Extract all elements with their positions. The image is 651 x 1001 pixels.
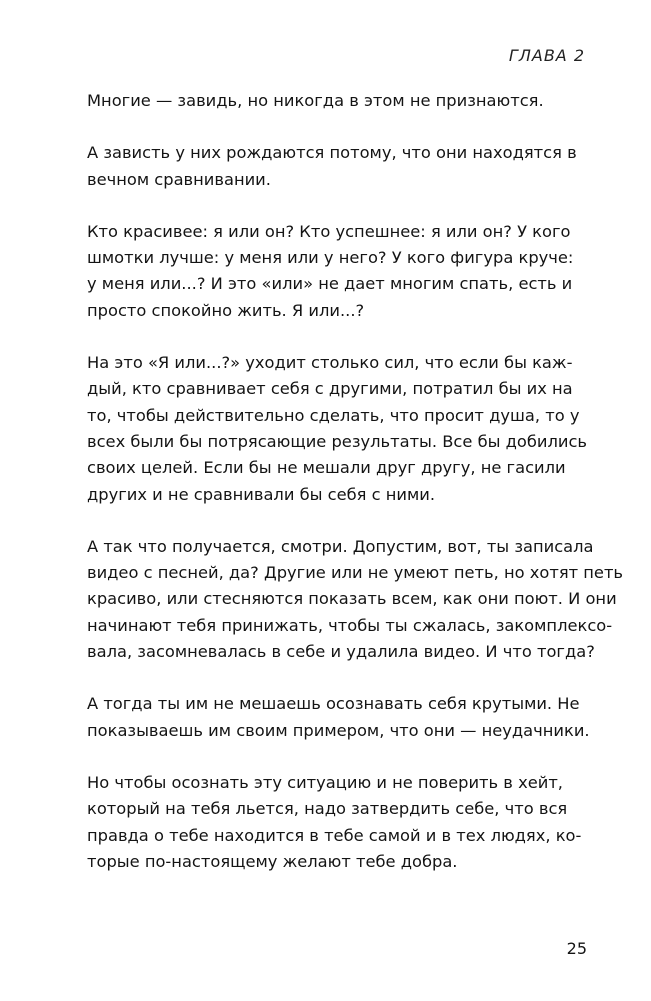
text-line: А тогда ты им не мешаешь осознавать себя крутыми. Не <box>87 694 580 714</box>
paragraph <box>87 88 587 114</box>
text-line: видео с песней, да? Другие или не умеют петь, но хотят петь <box>87 563 624 583</box>
paragraph <box>87 219 587 324</box>
text-line: вечном сравнивании. <box>87 169 271 189</box>
text-line: Многие — завидь, но никогда в этом не признаются. <box>87 91 544 110</box>
page-number: 25 <box>566 939 587 958</box>
text-line: торые по-настоящему желают тебе добра. <box>87 851 458 871</box>
text-line: На это «Я или...?» уходит столько сил, что если бы каж- <box>87 353 573 373</box>
text-line: всех были бы потрясающие результаты. Все бы добились <box>87 431 588 451</box>
text-line: правда о тебе находится в тебе самой и в тех людях, ко- <box>87 825 582 845</box>
text-line: А зависть у них рождаются потому, что они находятся в <box>87 143 577 163</box>
text-line: красиво, или стесняются показать всем, как они поют. И они <box>87 589 617 609</box>
text-line: просто спокойно жить. Я или...? <box>87 300 365 320</box>
text-line: который на тебя льется, надо затвердить себе, что вся <box>87 799 568 819</box>
text-line: начинают тебя принижать, чтобы ты сжалась, закомплексо- <box>87 615 613 635</box>
text-line: других и не сравнивали бы себя с ними. <box>87 484 436 504</box>
text-line: А так что получается, смотри. Допустим, вот, ты записала <box>87 536 594 556</box>
text-line: своих целей. Если бы не мешали друг другу, не гасили <box>87 458 566 478</box>
paragraph <box>87 350 587 508</box>
body-text <box>87 88 624 901</box>
text-line: показываешь им своим примером, что они — неудачники. <box>87 720 590 740</box>
paragraph <box>87 691 590 744</box>
text-line: Но чтобы осознать эту ситуацию и не поверить в хейт, <box>87 772 563 792</box>
text-line: дый, кто сравнивает себя с другими, потратил бы их на <box>87 379 573 399</box>
text-line: вала, засомневалась в себе и удалила видео. И что тогда? <box>87 642 595 662</box>
paragraph <box>87 770 587 875</box>
text-line: то, чтобы действительно сделать, что просит душа, то у <box>87 405 580 425</box>
text-line: шмотки лучше: у меня или у него? У кого фигура круче: <box>87 248 574 268</box>
text-line: у меня или...? И это «или» не дает многим спать, есть и <box>87 274 573 294</box>
chapter-header: ГЛАВА 2 <box>508 46 585 65</box>
paragraph <box>87 534 624 665</box>
paragraph <box>87 140 587 193</box>
text-line: Кто красивее: я или он? Кто успешнее: я или он? У кого <box>87 221 571 241</box>
